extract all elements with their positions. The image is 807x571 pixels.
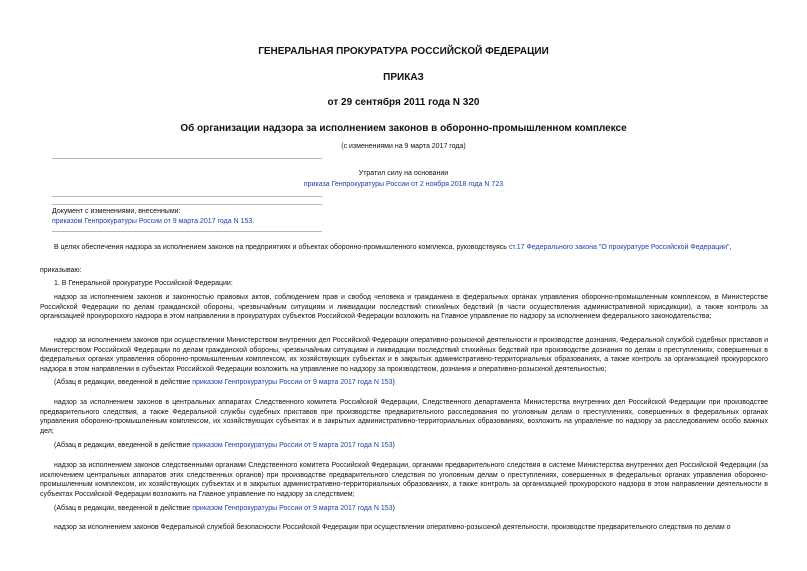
preamble: [54, 243, 731, 252]
order-word: приказываю:: [40, 267, 82, 274]
preamble-end: ,: [729, 244, 732, 251]
paragraph: [40, 461, 768, 499]
doc-changes-dot: .: [252, 218, 255, 225]
doc-type-heading: ПРИКАЗ: [383, 72, 424, 83]
lost-force-text: Утратил силу на основании: [358, 170, 449, 177]
org-heading: ГЕНЕРАЛЬНАЯ ПРОКУРАТУРА РОССИЙСКОЙ ФЕДЕРАЦИИ: [258, 46, 549, 57]
paragraph-text: надзор за исполнением законов Федеральной службой безопасности Российской Федерации при осуществлении оперативно-розыскной деятельности, производстве предварительного следствия по делам о: [54, 524, 731, 531]
item-1: 1. В Генеральной прокуратуре Российской Федерации:: [54, 280, 233, 287]
paragraph-text: надзор за исполнением законов следственными органами Следственного комитета Российской Федерации, органами предварительного следствия в системе Министерства внутренних дел Российской Федерации (за исключением центральных аппаратов этих следственных органов) при производстве предварительного следствия по уголовным делам о преступлениях, совершенных в федеральных органах управления оборонно-промышленным комплексом, их хозяйствующих субъектах и в закрытых административно-территориальных образованиях, а также контроль за организацией прокурорского надзора в этом направлении деятельности в субъектах Российской Федерации возложить на Главное управление по надзору за следствием;: [40, 462, 768, 498]
paragraph-text: надзор за исполнением законов в центральных аппаратах Следственного комитета Российской Федерации, Следственного департамента Министерства внутренних дел Российской Федерации при производстве предварительного следствия, а также Федеральной службы судебных приставов при производстве предварительного расследования по уголовным делам о преступлениях, совершенных в федеральных органах управления оборонно-промышленным комплексом, их хозяйствующих субъектах и в закрытых административно-территориальных образованиях, возложить на управление по надзору за расследованием особо важных дел;: [40, 399, 768, 435]
doc-title: Об организации надзора за исполнением законов в оборонно-промышленном комплексе: [180, 123, 627, 134]
paragraph: [40, 293, 768, 322]
paragraph: [40, 398, 768, 436]
doc-changes-line: [52, 217, 254, 226]
separator-line: [52, 196, 322, 197]
amend-note: (Абзац в редакции, введенной в действие приказом Генпрокуратуры России от 9 марта 2017 года N 153): [54, 505, 395, 512]
preamble-text: В целях обеспечения надзора за исполнением законов на предприятиях и объектах оборонно-промышленного комплекса, руководствуясь: [54, 244, 509, 251]
changes-note: (с изменениями на 9 марта 2017 года): [341, 143, 466, 150]
amend-note: (Абзац в редакции, введенной в действие приказом Генпрокуратуры России от 9 марта 2017 года N 153): [54, 442, 395, 449]
paragraph-text: надзор за исполнением законов при осуществлении Министерством внутренних дел Российской Федерации оперативно-розыскной деятельности и производстве дознания, Федеральной службой судебных приставов и Министерством Российской Федерации по делам гражданской обороны, чрезвычайным ситуациям и ликвидации последствий стихийных бедствий при производстве дознания по делам о преступлениях, совершенных в федеральных органах управления оборонно-промышленным комплексом, их хозяйствующих субъектах и в закрытых административно-территориальных образованиях, а также контроль за организацией прокурорского надзора в этом направлении в субъектах Российской Федерации возложить на управление по надзору за производством, дознания и оперативно-розыскной деятельностью;: [40, 337, 768, 373]
separator-line: [52, 158, 322, 159]
date-number-heading: от 29 сентября 2011 года N 320: [327, 97, 480, 108]
lost-force-link[interactable]: приказа Генпрокуратуры России от 2 ноября 2018 года N 723: [303, 181, 504, 188]
amend-link[interactable]: приказом Генпрокуратуры России от 9 марта 2017 года N 153: [192, 505, 393, 512]
separator-line: [52, 231, 322, 232]
doc-changes-link[interactable]: приказом Генпрокуратуры России от 9 марта 2017 года N 153: [52, 218, 253, 225]
amend-link[interactable]: приказом Генпрокуратуры России от 9 марта 2017 года N 153: [192, 442, 393, 449]
amend-link[interactable]: приказом Генпрокуратуры России от 9 марта 2017 года N 153: [192, 379, 393, 386]
paragraph: [40, 523, 768, 533]
law-link[interactable]: ст.17 Федерального закона "О прокуратуре Российской Федерации": [508, 244, 730, 251]
amend-note: (Абзац в редакции, введенной в действие приказом Генпрокуратуры России от 9 марта 2017 года N 153): [54, 379, 395, 386]
paragraph: [40, 336, 768, 374]
paragraph-text: надзор за исполнением законов и законностью правовых актов, соблюдением прав и свобод человека и гражданина в федеральных органах управления оборонно-промышленным комплексом, в Министерстве Российской Федерации по делам гражданской обороны, чрезвычайным ситуациям и ликвидации последствий стихийных бедствий (в части осуществления административной юрисдикции), а также контроль за организацией прокурорского надзора в этом направлении в прокуратурах субъектов Российской Федерации возложить на Главное управление по надзору за исполнением федерального законодательства;: [40, 294, 768, 320]
separator-line: [52, 204, 322, 205]
doc-changes-label: Документ с изменениями, внесенными:: [52, 208, 181, 215]
